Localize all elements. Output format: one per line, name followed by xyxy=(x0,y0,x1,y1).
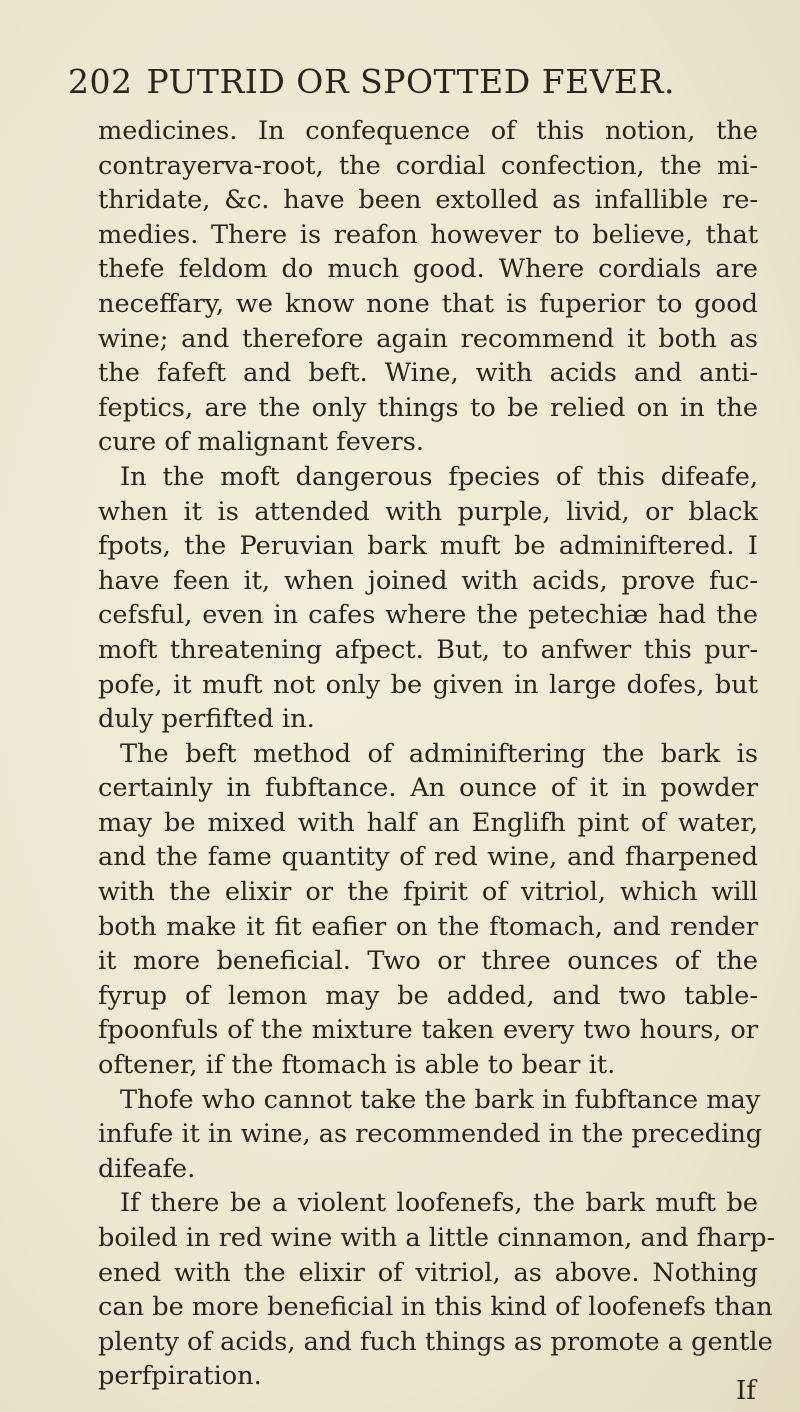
text-line: pofe, it muft not only be given in large dofes, but xyxy=(98,669,758,700)
text-line: medicines. In confequence of this notion, the xyxy=(98,116,758,146)
text-line: may be mixed with half an Englifh pint of water, xyxy=(98,807,758,838)
text-line: it more beneficial. Two or three ounces of the xyxy=(98,946,758,977)
text-line: both make it fit eafier on the ftomach, and render xyxy=(98,911,758,942)
running-header xyxy=(68,62,758,101)
text-line: with the elixir or the fpirit of vitriol, which will xyxy=(98,877,758,908)
text-line: thridate, &c. have been extolled as infallible re- xyxy=(98,185,758,216)
running-title: PUTRID OR SPOTTED FEVER. xyxy=(146,62,675,101)
text-line: The beft method of adminiftering the bark is xyxy=(120,738,758,769)
text-line: difeafe. xyxy=(98,1153,196,1184)
text-line: and the fame quantity of red wine, and fharpened xyxy=(98,842,758,873)
text-line: fpoonfuls of the mixture taken every two hours, or xyxy=(98,1015,758,1046)
text-line: neceffary, we know none that is fuperior to good xyxy=(98,288,758,319)
text-line: thefe feldom do much good. Where cordials are xyxy=(98,254,758,285)
text-line: can be more beneficial in this kind of loofenefs than xyxy=(98,1292,773,1323)
text-line: In the moft dangerous fpecies of this difeafe, xyxy=(120,461,758,492)
text-line: infufe it in wine, as recommended in the preceding xyxy=(98,1119,763,1150)
text-line: when it is attended with purple, livid, or black xyxy=(98,496,758,527)
text-line: medies. There is reafon however to believe, that xyxy=(98,219,758,250)
text-line: plenty of acids, and fuch things as promote a gentle xyxy=(98,1326,773,1357)
catchword: If xyxy=(736,1376,756,1406)
text-line: If there be a violent loofenefs, the bark muft be xyxy=(120,1188,758,1219)
text-line: duly perfifted in. xyxy=(98,704,315,735)
text-line: certainly in fubftance. An ounce of it in powder xyxy=(98,773,758,804)
text-line: wine; and therefore again recommend it both as xyxy=(98,323,758,354)
body-text xyxy=(98,114,776,1394)
text-line: fpots, the Peruvian bark muft be adminiftered. I xyxy=(98,531,758,562)
text-line: have feen it, when joined with acids, prove fuc- xyxy=(98,565,758,596)
text-line: contrayerva-root, the cordial confection, the mi- xyxy=(98,150,758,181)
text-line: the fafeft and beft. Wine, with acids and anti- xyxy=(98,358,758,389)
text-line: moft threatening afpect. But, to anfwer this pur- xyxy=(98,634,758,665)
text-line: oftener, if the ftomach is able to bear it. xyxy=(98,1050,616,1081)
page-number: 202 xyxy=(68,62,133,101)
text-line: Thofe who cannot take the bark in fubftance may xyxy=(120,1084,761,1115)
text-line: feptics, are the only things to be relied on in the xyxy=(98,392,758,423)
text-line: boiled in red wine with a little cinnamon, and fharp- xyxy=(98,1223,776,1253)
text-line: cefsful, even in cafes where the petechiæ had the xyxy=(98,600,758,631)
text-line: cure of malignant fevers. xyxy=(98,427,425,458)
text-line: fyrup of lemon may be added, and two table- xyxy=(98,980,758,1011)
text-line: ened with the elixir of vitriol, as above. Nothing xyxy=(98,1257,758,1288)
text-line: perfpiration. xyxy=(98,1361,262,1392)
